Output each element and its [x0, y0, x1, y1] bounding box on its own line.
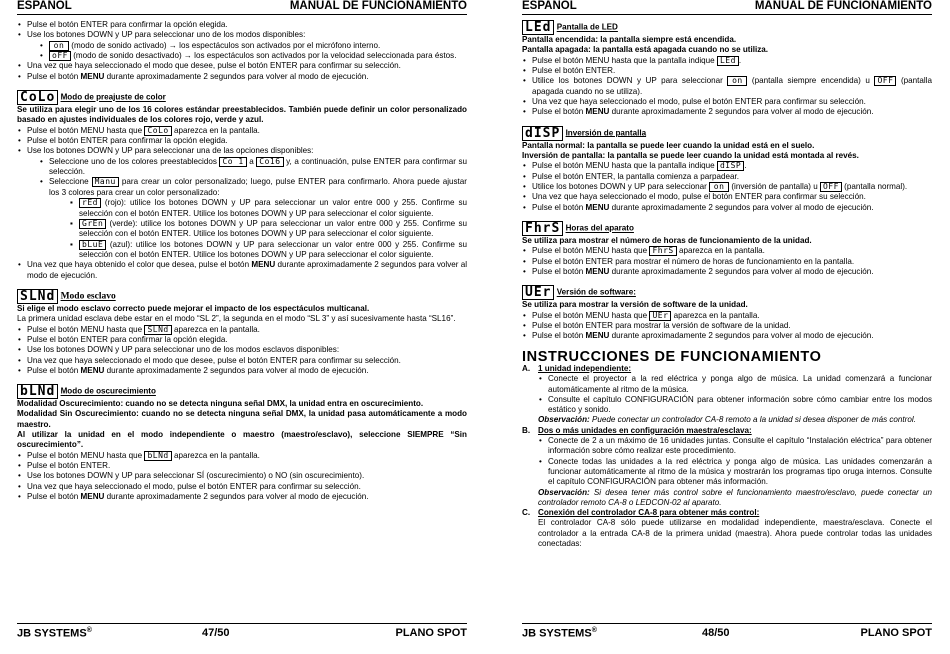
section-blackout: bLNd Modo de oscurecimiento Modalidad Oscurecimiento: cuando no se detecta ninguna señal DMX, la unidad entra en oscurecimiento. Modalidad Sin Oscurecimiento: cuando no se detecta ninguna señal DMX, la unidad pasa automáticamente a modo maestro. Al utilizar la unidad en el modo independiente o maestro (maestro/esclavo), seleccione SIEMPRE “Sin oscurecimiento”. • Pulse el botón MENU hasta que bLNd aparezca en la pantalla. • Pulse el botón ENTER. • Use los botones DOWN y UP para seleccionar SÍ (oscurecimiento) o NO (sin oscurecimiento). • Una vez que haya seleccionado el modo, pulse el botón ENTER para confirmar su selección. • Pulse el botón MENU durante aproximadamente 2 segundos para volver al modo de ejecución.	[17, 384, 467, 502]
section-title: Inversión de pantalla	[565, 128, 647, 138]
footer-brand: JB SYSTEMS®	[522, 627, 597, 640]
lcd-display: bLNd	[17, 384, 58, 399]
section-color: CoLo Modo de preajuste de color Se utiliza para elegir uno de los 16 colores estándar preestablecidos. También puede definir un color personalizado basado en ajustes individuales de los colores rojo, verde y azul. • Pulse el botón MENU hasta que CoLo aparezca en la pantalla. • Pulse el botón ENTER para confirmar la opción elegida. • Use los botones DOWN y UP para seleccionar una de las opciones disponibles: • Seleccione uno de los colores preestablecidos Co 1 a Co16 y, a continuación, pulse ENTER para confirmar su selección. • Seleccione Manu para crear un color personalizado; luego, pulse ENTER para confirmarlo. Ahora puede ajustar los 3 colores para crear un color personalizado: ▪ rEd (rojo): utilice los botones DOWN y UP para seleccionar un valor entre 000 y 255. Confirme su selección con el botón ENTER. Utilice los botones DOWN y UP para seleccionar el color siguiente. ▪ GrEn (verde): utilice los botones DOWN y UP para seleccionar un valor entre 000 y 255. Confirme su selección con el botón ENTER. Utilice los botones DOWN y UP para seleccionar el color siguiente. ▪ bLuE (azul): utilice los botones DOWN y UP para seleccionar un valor entre 000 y 255. Confirme su selección con el botón ENTER. Utilice los botones DOWN y UP para seleccionar el color siguiente. • Una vez que haya obtenido el color que desea, pulse el botón MENU durante aproximadamente 2 segundos para volver al modo de ejecución.	[17, 90, 467, 281]
list-item: • Pulse el botón MENU durante aproximadamente 2 segundos para volver al modo de ejecución.	[17, 366, 467, 376]
footer-model: PLANO SPOT	[860, 627, 932, 639]
subsection-title: Conexión del controlador CA-8 para obtener más control:	[538, 508, 760, 518]
list-item: • Una vez que haya obtenido el color que desea, pulse el botón MENU durante aproximadamente 2 segundos para volver al modo de ejecución.	[17, 260, 467, 281]
list-item: • Pulse el botón MENU hasta que UEr aparezca en la pantalla.	[522, 311, 932, 321]
list-item: • Pulse el botón MENU hasta que la pantalla indique dISP .	[522, 161, 932, 171]
section-title: Modo esclavo	[60, 291, 116, 302]
subsection-title: 1 unidad independiente:	[538, 363, 632, 373]
list-item: • Una vez que haya seleccionado el modo, pulse el botón ENTER para confirmar su selección.	[522, 192, 932, 202]
list-item: ▪ rEd (rojo): utilice los botones DOWN y UP para seleccionar un valor entre 000 y 255. Confirme su selección con el botón ENTER. Utilice los botones DOWN y UP para seleccionar el color siguiente.	[69, 198, 467, 219]
lcd-display: LEd	[717, 56, 739, 66]
header-title: MANUAL DE FUNCIONAMIENTO	[289, 0, 467, 12]
section-title: Versión de software:	[556, 287, 636, 297]
right-page	[522, 0, 932, 654]
lcd-display: on	[709, 182, 729, 192]
list-item: • Pulse el botón MENU hasta que SLNd aparezca en la pantalla.	[17, 325, 467, 335]
lcd-display: SLNd	[17, 289, 58, 304]
list-item: • Pulse el botón MENU durante aproximadamente 2 segundos para volver al modo de ejecución.	[522, 107, 932, 117]
header-language: ESPAÑOL	[522, 0, 577, 12]
lcd-display: on	[727, 76, 747, 86]
lcd-display: bLuE	[79, 240, 106, 250]
list-item: • Pulse el botón MENU durante aproximadamente 2 segundos para volver al modo de ejecución.	[17, 492, 467, 502]
list-item: • Conecte el proyector a la red eléctrica y ponga algo de música. La unidad comenzará a funcionar automáticamente al ritmo de la música.	[538, 374, 932, 395]
page-header	[522, 0, 932, 15]
lcd-display: OFF	[820, 182, 842, 192]
lcd-display: UEr	[649, 311, 671, 321]
list-item: • Use los botones DOWN y UP para seleccionar una de las opciones disponibles: • Seleccione uno de los colores preestablecidos Co 1 a Co16 y, a continuación, pulse ENTER para confirmar su selección. • Seleccione Manu para crear un color personalizado; luego, pulse ENTER para confirmarlo. Ahora puede ajustar los 3 colores para crear un color personalizado: ▪ rEd (rojo): utilice los botones DOWN y UP para seleccionar un valor entre 000 y 255. Confirme su selección con el botón ENTER. Utilice los botones DOWN y UP para seleccionar el color siguiente. ▪ GrEn (verde): utilice los botones DOWN y UP para seleccionar un valor entre 000 y 255. Confirme su selección con el botón ENTER. Utilice los botones DOWN y UP para seleccionar el color siguiente. ▪ bLuE (azul): utilice los botones DOWN y UP para seleccionar un valor entre 000 y 255. Confirme su selección con el botón ENTER. Utilice los botones DOWN y UP para seleccionar el color siguiente.	[17, 146, 467, 260]
list-item: • Una vez que haya seleccionado el modo, pulse el botón ENTER para confirmar su selección.	[522, 97, 932, 107]
footer-model: PLANO SPOT	[395, 627, 467, 639]
lcd-display: FhrS	[649, 246, 676, 256]
list-item: • Conecte de 2 a un máximo de 16 unidades juntas. Consulte el capítulo “Instalación eléctrica” para obtener información sobre cómo realizar este procedimiento.	[538, 436, 932, 457]
arrow-icon: →	[168, 40, 177, 50]
section-display: dISP Inversión de pantalla Pantalla normal: la pantalla se puede leer cuando la unidad está en el suelo. Inversión de pantalla: la pantalla se puede leer cuando la unidad está montada al revés. • Pulse el botón MENU hasta que la pantalla indique dISP . • Pulse el botón ENTER, la pantalla comienza a parpadear. • Utilice los botones DOWN y UP para seleccionar on (inversión de pantalla) u OFF (pantalla normal). • Una vez que haya seleccionado el modo, pulse el botón ENTER para confirmar su selección. • Pulse el botón MENU durante aproximadamente 2 segundos para volver al modo de ejecución.	[522, 126, 932, 213]
list-item: • Pulse el botón MENU durante aproximadamente 2 segundos para volver al modo de ejecución.	[522, 331, 932, 341]
list-item: ▪ bLuE (azul): utilice los botones DOWN y UP para seleccionar un valor entre 000 y 255. Confirme su selección con el botón ENTER. Utilice los botones DOWN y UP para seleccionar el color siguiente.	[69, 240, 467, 261]
section-hours: FhrS Horas del aparato Se utiliza para mostrar el número de horas de funcionamiento de la unidad. • Pulse el botón MENU hasta que FhrS aparezca en la pantalla. • Pulse el botón ENTER para mostrar el número de horas de funcionamiento en la pantalla. • Pulse el botón MENU durante aproximadamente 2 segundos para volver al modo de ejecución.	[522, 221, 932, 277]
list-item: • on (modo de sonido activado) → los espectáculos son activados por el micrófono interno.	[39, 41, 467, 51]
list-item: • Pulse el botón MENU durante aproximadamente 2 segundos para volver al modo de ejecución.	[17, 72, 467, 82]
lcd-display: on	[49, 41, 69, 51]
lcd-display: CoLo	[17, 90, 58, 105]
lcd-display: GrEn	[79, 219, 106, 229]
section-title: Modo de preajuste de color	[60, 92, 166, 102]
section-slave: SLNd Modo esclavo Si elige el modo esclavo correcto puede mejorar el impacto de los espectáculos multicanal. La primera unidad esclava debe estar en el modo “SL 2”, la segunda en el modo “SL 3” y así sucesivamente hasta “SL16”. • Pulse el botón MENU hasta que SLNd aparezca en la pantalla. • Pulse el botón ENTER para confirmar la opción elegida. • Use los botones DOWN y UP para seleccionar uno de los modos esclavos disponibles: • Una vez que haya seleccionado el modo que desee, pulse el botón ENTER para confirmar su selección. • Pulse el botón MENU durante aproximadamente 2 segundos para volver al modo de ejecución.	[17, 289, 467, 376]
lcd-display: CoLo	[144, 126, 171, 136]
list-item: • Utilice los botones DOWN y UP para seleccionar on (pantalla siempre encendida) u OFF (pantalla apagada cuando no se utiliza).	[522, 76, 932, 97]
list-item: • Pulse el botón ENTER.	[522, 66, 932, 76]
page-number: 47/50	[202, 627, 230, 639]
page-number: 48/50	[702, 627, 730, 639]
list-item: • Pulse el botón MENU durante aproximadamente 2 segundos para volver al modo de ejecución.	[522, 203, 932, 213]
left-content	[17, 20, 467, 502]
list-item: • Pulse el botón MENU hasta que la pantalla indique LEd .	[522, 56, 932, 66]
page-header	[17, 0, 467, 15]
lcd-display: SLNd	[144, 325, 171, 335]
list-item: • Use los botones DOWN y UP para seleccionar SÍ (oscurecimiento) o NO (sin oscurecimiento).	[17, 471, 467, 481]
list-item: • Pulse el botón MENU hasta que FhrS aparezca en la pantalla.	[522, 246, 932, 256]
list-item: • Una vez que haya seleccionado el modo que desee, pulse el botón ENTER para confirmar su selección.	[17, 61, 467, 71]
list-item: • Pulse el botón MENU hasta que CoLo aparezca en la pantalla.	[17, 126, 467, 136]
lcd-display: Co 1	[219, 157, 246, 167]
list-item: • Una vez que haya seleccionado el modo, pulse el botón ENTER para confirmar su selección.	[17, 482, 467, 492]
footer-brand: JB SYSTEMS®	[17, 627, 92, 640]
list-item: • Conecte todas las unidades a la red eléctrica y ponga algo de música. Las unidades comenzarán a funcionar automáticamente al ritmo de la música y mostrarán los programas tipo oruga internos. Consulte el capítulo CONFIGURACIÓN para obtener más información.	[538, 457, 932, 488]
list-item: • Use los botones DOWN y UP para seleccionar uno de los modos esclavos disponibles:	[17, 345, 467, 355]
list-item: • Seleccione Manu para crear un color personalizado; luego, pulse ENTER para confirmarlo. Ahora puede ajustar los 3 colores para crear un color personalizado: ▪ rEd (rojo): utilice los botones DOWN y UP para seleccionar un valor entre 000 y 255. Confirme su selección con el botón ENTER. Utilice los botones DOWN y UP para seleccionar el color siguiente. ▪ GrEn (verde): utilice los botones DOWN y UP para seleccionar un valor entre 000 y 255. Confirme su selección con el botón ENTER. Utilice los botones DOWN y UP para seleccionar el color siguiente. ▪ bLuE (azul): utilice los botones DOWN y UP para seleccionar un valor entre 000 y 255. Confirme su selección con el botón ENTER. Utilice los botones DOWN y UP para seleccionar el color siguiente.	[39, 177, 467, 260]
list-item: • Pulse el botón ENTER.	[17, 461, 467, 471]
list-item: • Consulte el capítulo CONFIGURACIÓN para obtener información sobre cómo cambiar entre los modos estático y sonido.	[538, 395, 932, 416]
lcd-display: bLNd	[144, 451, 171, 461]
arrow-icon: →	[183, 51, 192, 61]
list-item: • Pulse el botón MENU hasta que bLNd aparezca en la pantalla.	[17, 451, 467, 461]
list-item: • Pulse el botón ENTER para confirmar la opción elegida.	[17, 20, 467, 30]
section-title: Modo de oscurecimiento	[60, 386, 156, 396]
list-item: ▪ GrEn (verde): utilice los botones DOWN y UP para seleccionar un valor entre 000 y 255. Confirme su selección con el botón ENTER. Utilice los botones DOWN y UP para seleccionar el color siguiente.	[69, 219, 467, 240]
list-item: • Use los botones DOWN y UP para seleccionar uno de los modos disponibles: • on (modo de sonido activado) → los espectáculos son activados por el micrófono interno. • oFF (modo de sonido desactivado) → los espectáculos son activados por la velocidad seleccionada para éstos.	[17, 30, 467, 61]
section-version: UEr Versión de software: Se utiliza para mostrar la versión de software de la unidad. • Pulse el botón MENU hasta que UEr aparezca en la pantalla. • Pulse el botón ENTER para mostrar la versión de software de la unidad. • Pulse el botón MENU durante aproximadamente 2 segundos para volver al modo de ejecución.	[522, 285, 932, 341]
lcd-display: Manu	[92, 177, 119, 187]
lcd-display: dISP	[522, 126, 563, 141]
header-title: MANUAL DE FUNCIONAMIENTO	[754, 0, 932, 12]
right-content	[522, 20, 932, 549]
section-title: Pantalla de LED	[556, 22, 618, 32]
page-footer	[522, 623, 932, 640]
section-title: Horas del aparato	[565, 223, 634, 233]
lcd-display: rEd	[79, 198, 101, 208]
list-item: • Pulse el botón ENTER, la pantalla comienza a parpadear.	[522, 172, 932, 182]
lcd-display: OFF	[874, 76, 896, 86]
list-item: • Utilice los botones DOWN y UP para seleccionar on (inversión de pantalla) u OFF (pantalla normal).	[522, 182, 932, 192]
page-footer	[17, 623, 467, 640]
left-page	[17, 0, 467, 654]
list-item: • Una vez que haya seleccionado el modo que desee, pulse el botón ENTER para confirmar su selección.	[17, 356, 467, 366]
list-item: • Pulse el botón MENU durante aproximadamente 2 segundos para volver al modo de ejecución.	[522, 267, 932, 277]
section-instructions: A. 1 unidad independiente: • Conecte el proyector a la red eléctrica y ponga algo de música. La unidad comenzará a funcionar automáticamente al ritmo de la música. • Consulte el capítulo CONFIGURACIÓN para obtener información sobre cómo cambiar entre los modos estático y sonido. Observación: Puede conectar un controlador CA-8 remoto a la unidad si desea disponer de más control. B. Dos o más unidades en configuración maestra/esclava: • Conecte de 2 a un máximo de 16 unidades juntas. Consulte el capítulo “Instalación eléctrica” para obtener información sobre cómo realizar este procedimiento. • Conecte todas las unidades a la red eléctrica y ponga algo de música. Las unidades comenzarán a funcionar automáticamente al ritmo de la música y mostrarán los programas tipo oruga internos. Consulte el capítulo CONFIGURACIÓN para obtener más información. Observación: Si desea tener más control sobre el funcionamiento maestro/esclavo, puede conectar un controlador remoto CA-8 o LEDCON-02 al aparato. C. Conexión del controlador CA-8 para obtener más control: El controlador CA-8 sólo puede utilizarse en modalidad independiente, maestra/esclava. Conecte el controlador a la entrada CA-8 de la primera unidad (maestra). Ahora puede controlar todas las unidades conectadas:	[522, 364, 932, 549]
section-led: LEd Pantalla de LED Pantalla encendida: la pantalla siempre está encendida. Pantalla apagada: la pantalla está apagada cuando no se utiliza. • Pulse el botón MENU hasta que la pantalla indique LEd . • Pulse el botón ENTER. • Utilice los botones DOWN y UP para seleccionar on (pantalla siempre encendida) u OFF (pantalla apagada cuando no se utiliza). • Una vez que haya seleccionado el modo, pulse el botón ENTER para confirmar su selección. • Pulse el botón MENU durante aproximadamente 2 segundos para volver al modo de ejecución.	[522, 20, 932, 118]
list-item: • Pulse el botón ENTER para confirmar la opción elegida.	[17, 335, 467, 345]
list-item: • Pulse el botón ENTER para confirmar la opción elegida.	[17, 136, 467, 146]
list-item: • Seleccione uno de los colores preestablecidos Co 1 a Co16 y, a continuación, pulse ENTER para confirmar su selección.	[39, 157, 467, 178]
lcd-display: Co16	[256, 157, 283, 167]
lcd-display: UEr	[522, 285, 554, 300]
lcd-display: dISP	[717, 161, 744, 171]
list-item: • Pulse el botón ENTER para mostrar la versión de software de la unidad.	[522, 321, 932, 331]
lcd-display: oFF	[49, 51, 71, 61]
header-language: ESPAÑOL	[17, 0, 72, 12]
subsection-title: Dos o más unidades en configuración maestra/esclava:	[538, 425, 752, 435]
list-item: • Pulse el botón ENTER para mostrar el número de horas de funcionamiento en la pantalla.	[522, 257, 932, 267]
lcd-display: FhrS	[522, 221, 563, 236]
list-item: • oFF (modo de sonido desactivado) → los espectáculos son activados por la velocidad seleccionada para éstos.	[39, 51, 467, 61]
instructions-title: INSTRUCCIONES DE FUNCIONAMIENTO	[522, 348, 822, 365]
lcd-display: LEd	[522, 20, 554, 35]
